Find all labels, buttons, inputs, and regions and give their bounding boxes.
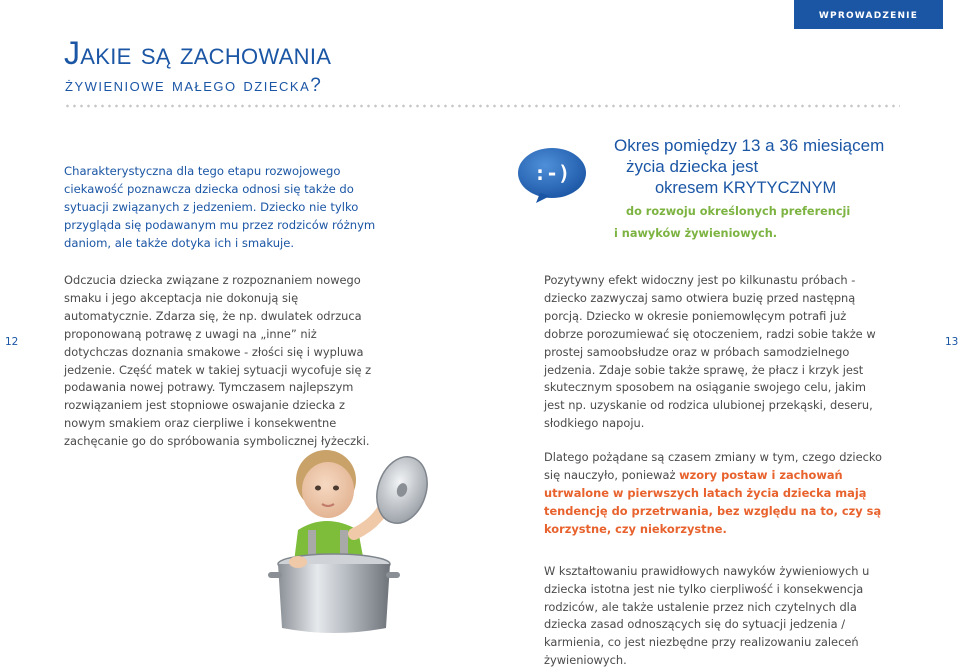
smiley-speech-bubble-icon <box>516 146 588 204</box>
callout-line-4: do rozwoju określonych preferencji <box>626 205 851 218</box>
dotted-divider <box>64 104 900 108</box>
callout-line-1: Okres pomiędzy 13 a 36 miesiącem <box>614 136 885 155</box>
section-tab: WPROWADZENIE <box>794 0 943 29</box>
child-with-pot-illustration <box>268 438 428 633</box>
page-title: Jakie są zachowania <box>64 35 332 71</box>
right-column <box>544 272 884 670</box>
page-number-right: 13 <box>945 336 959 348</box>
callout-line-3: okresem KRYTYCZNYM <box>655 179 837 197</box>
right-paragraph-1: Pozytywny efekt widoczny jest po kilkunastu próbach - dziecko zazwyczaj samo otwiera buzię przed następną porcją. Dziecko w okresie poniemowlęcym potrafi już dobrze porozumiewać się otoczeniem, radzi sobie także w prostej samoobsłudze oraz w próbach samodzielnego jedzenia. Zdaje sobie także sprawę, że płacz i krzyk jest skutecznym sposobem na osiąganie swojego celu, jakim jest np. uzyskanie od rodzica ulubionej przekąski, deseru, słodkiego napoju. <box>544 273 876 431</box>
right-paragraph-3: W kształtowaniu prawidłowych nawyków żywieniowych u dziecka istotna jest nie tylko cierpliwość i konsekwencja rodziców, ale także ustalenie przez nich czytelnych dla dziecka zasad odnoszących się do sytuacji jedzenia / karmienia, co jest niezbędne przy realizowaniu zaleceń żywieniowych. <box>544 563 870 668</box>
highlight-text: wzory postaw i zachowań utrwalone w pierwszych latach życia dziecka mają tendencję do przetrwania, bez względu na to, czy są korzystne, czy niekorzystne. <box>544 468 882 536</box>
intro-paragraph: Charakterystyczna dla tego etapu rozwojowego ciekawość poznawcza dziecka odnosi się także do sytuacji związanych z jedzeniem. Dziecko nie tylko przygląda się podawanym mu przez rodziców różnym daniom, ale także dotyka ich i smakuje. <box>64 164 376 250</box>
callout-line-2: życia dziecka jest <box>626 157 759 176</box>
smiley-text: :-) <box>533 161 571 185</box>
left-column-text: Odczucia dziecka związane z rozpoznaniem nowego smaku i jego akceptacja nie dokonują się automatycznie. Zdarza się, że np. dwulatek odrzuca proponowaną potrawę z uwagi na „inne” niż dotychczas doznania smakowe - złości się i wypluwa jedzenie. Część matek w takiej sytuacji wycofuje się z podawania nowej potrawy. Tymczasem najlepszym rozwiązaniem jest stopniowe oswajanie dziecka z nowym smakiem oraz cierpliwe i konsekwentne zachęcanie go do spróbowania symbolicznej łyżeczki. <box>64 273 372 449</box>
callout-line-5: i nawyków żywieniowych. <box>614 227 778 240</box>
page-subtitle: żywieniowe małego dziecka? <box>65 75 323 96</box>
right-paragraph-2-start: Dlatego pożądane są czasem zmiany w tym, czego dziecko się nauczyło, ponieważ <box>544 450 882 483</box>
right-paragraph-2 <box>544 449 884 539</box>
page-number-left: 12 <box>5 336 19 348</box>
